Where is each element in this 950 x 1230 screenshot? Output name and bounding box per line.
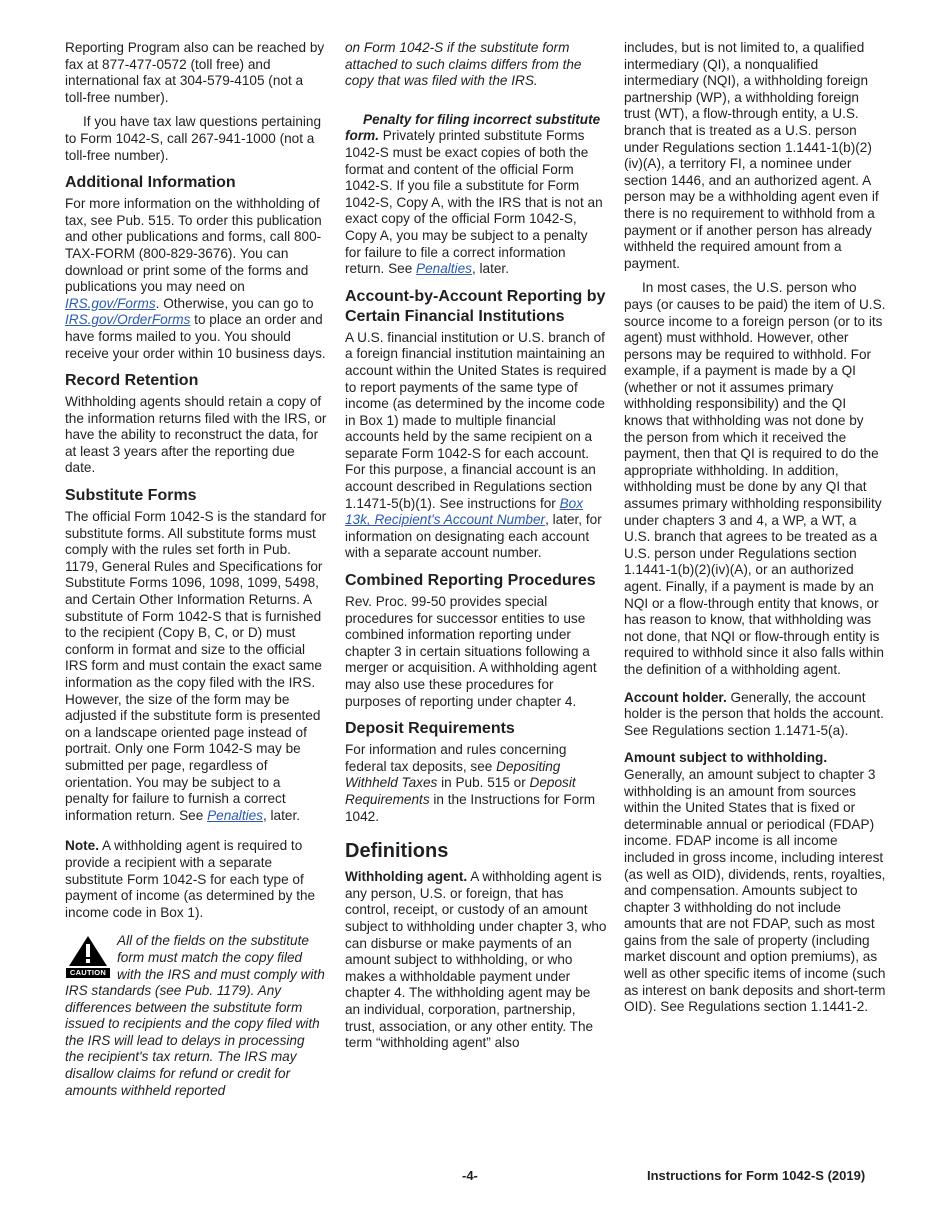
amount-subject-label: Amount subject to withholding.: [624, 750, 828, 766]
account-reporting-paragraph: A U.S. financial institution or U.S. branch of a foreign financial institution maintaining an account within the United States is required to report payments of the same type of income (as determined by the income code in Box 1) made to multiple financial accounts held by the same recipient on a separate Form 1042-S for each account. For this purpose, a financial account is an account described in Regulations section 1.1471-5(b)(1). See instructions for Box 13k, Recipient's Account Number, later, for information on designating each account with a separate account number.: [345, 329, 607, 561]
heading-deposit-requirements: Deposit Requirements: [345, 720, 515, 738]
account-holder-label: Account holder.: [624, 689, 727, 705]
warning-triangle-icon: [68, 935, 108, 967]
most-cases-paragraph: In most cases, the U.S. person who pays (or causes to be paid) the item of U.S. source income to a foreign person (or to its agent) must withhold. However, other persons may be required to withhold. For example, if a payment is made by a QI (whether or not it assumes primary withholding responsibility) and the QI knows that withholding was not done by the person from which it received the payment, then that QI is required to do the appropriate withholding. In addition, withholding must be done by any QI that assumes primary withholding responsibility under chapters 3 and 4, a WP, a WT, a U.S. branch that agrees to be treated as a U.S. person under Regulations section 1.1441-1(b)(2)(iv)(A), or an authorized agent. Finally, if a payment is made by an NQI or a flow-through entity that knows, or has reason to know, that withholding was not done, that NQI or flow-through entity is required to withhold since it also falls within the definition of a withholding agent.: [624, 280, 886, 677]
withholding-agent-continued: includes, but is not limited to, a qualified intermediary (QI), a nonqualified intermediary (NQI), a withholding foreign partnership (WP), a withholding foreign trust (WT), a flow-through entity, a U.S. branch that is treated as a U.S. person under Regulations section 1.1441-1(b)(2)(iv)(A), a territory FI, a nominee under section 1446, and an authorized agent. A person may be a withholding agent even if there is no requirement to withhold from a payment or if another person has already withheld the required amount from a payment.: [624, 40, 879, 271]
heading-account-reporting: Account-by-Account Reporting by Certain Financial Institutions: [345, 287, 606, 325]
caution-icon: [65, 935, 111, 979]
heading-definitions: Definitions: [345, 840, 449, 863]
amount-subject-paragraph: Generally, an amount subject to chapter 3 withholding is an amount from sources within the United States that is fixed or determinable annual or periodical (FDAP) income. FDAP income is all income included in gross income, including interest (as well as OID), dividends, rents, royalties, and compensation. Amounts subject to chapter 3 withholding do not include amounts that are not FDAP, such as most gains from the sale of property (including market discount and option premiums), as well as other specific items of income (such as interest on bank deposits and short-term OID). See Regulations section 1.1441-2.: [624, 766, 886, 1015]
caution-block: [65, 933, 327, 1099]
irs-forms-link[interactable]: IRS.gov/Forms: [65, 295, 156, 311]
fax-paragraph: Reporting Program also can be reached by fax at 877-477-0572 (toll free) and international fax at 304-579-4105 (not a toll-free number).: [65, 40, 325, 105]
deposit-requirements-paragraph: For information and rules concerning federal tax deposits, see Depositing Withheld Taxes in Pub. 515 or Deposit Requirements in the Instructions for Form 1042.: [345, 742, 596, 824]
combined-reporting-paragraph: Rev. Proc. 99-50 provides special procedures for successor entities to use combined information reporting under chapter 3 in certain situations following a merger or acquisition. A withholding agent may also use these procedures for purposes of reporting under chapter 4.: [345, 594, 597, 709]
caution-label: CAUTION: [66, 968, 110, 978]
tax-questions-paragraph: If you have tax law questions pertaining to Form 1042-S, call 267-941-1000 (not a toll-free number).: [65, 114, 322, 163]
heading-combined-reporting: Combined Reporting Procedures: [345, 572, 596, 590]
penalty-paragraph: Penalty for filing incorrect substitute form. Privately printed substitute Forms 1042-S must be exact copies of both the format and content of the official Form 1042-S. If you file a substitute for Form 1042-S, Copy A, with the IRS that is not an exact copy of the official Form 1042-S, Copy A, you may be subject to a penalty for failure to file a correct information return. See Penalties, later.: [345, 111, 603, 277]
irs-orderforms-link[interactable]: IRS.gov/OrderForms: [65, 312, 191, 328]
caution-text: All of the fields on the substitute form must match the copy filed with the IRS and must comply with IRS standards (see Pub. 1179). Any differences between the substitute form issued to recipients and the copy filed with the IRS will lead to delays in processing the recipient's tax return. The IRS may disallow claims for refund or credit for amounts withheld reported: [65, 933, 325, 1098]
additional-information-paragraph: For more information on the withholding of tax, see Pub. 515. To order this publication and other publications and forms, call 800-TAX-FORM (800-829-3676). You can download or print some of the forms and publications you may need on IRS.gov/Forms. Otherwise, you can go to IRS.gov/OrderForms to place an order and have forms mailed to you. You should receive your order within 10 business days.: [65, 196, 326, 361]
box-13k-link[interactable]: Box 13k, Recipient's Account Number: [345, 495, 584, 528]
note-paragraph: Note. A withholding agent is required to provide a recipient with a separate substitute Form 1042-S for each type of payment of income (as determined by the income code in Box 1).: [65, 838, 316, 920]
record-retention-paragraph: Withholding agents should retain a copy of the information returns filed with the IRS, or have the ability to reconstruct the data, for at least 3 years after the reporting due date.: [65, 394, 327, 476]
note-label: Note.: [65, 838, 99, 854]
heading-record-retention: Record Retention: [65, 372, 199, 390]
substitute-forms-paragraph: The official Form 1042-S is the standard for substitute forms. All substitute forms must comply with the rules set forth in Pub. 1179, General Rules and Specifications for Substitute Forms 1096, 1098, 1099, 5498, and Certain Other Information Returns. A substitute of Form 1042-S that is furnished to the recipient (Copy B, C, or D) must conform in format and size to the official IRS form and must contain the exact same information as the copy filed with the IRS. However, the size of the form may be adjusted if the substitute form is presented on a landscape oriented page instead of portrait. Only one Form 1042-S may be submitted per page, regardless of orientation. You may be subject to a penalty for failure to furnish a correct information return. See Penalties, later.: [65, 509, 327, 823]
heading-additional-information: Additional Information: [65, 174, 236, 192]
column-2: [345, 40, 607, 1052]
penalties-link-2[interactable]: Penalties: [416, 261, 472, 277]
column-3: [624, 40, 886, 1016]
footer-title: Instructions for Form 1042-S (2019): [647, 1168, 866, 1183]
heading-substitute-forms: Substitute Forms: [65, 487, 197, 505]
withholding-agent-label: Withholding agent.: [345, 869, 468, 885]
withholding-agent-paragraph: Withholding agent. A withholding agent is any person, U.S. or foreign, that has control, receipt, or custody of an amount subject to withholding under chapter 3, who can disburse or make payments of an amount subject to withholding, or who makes a withholdable payment under chapter 4. The withholding agent may be an individual, corporation, partnership, trust, association, or any other entity. The term “withholding agent” also: [345, 869, 607, 1051]
column-1: [65, 40, 327, 1099]
penalty-label: Penalty for filing incorrect substitute form.: [345, 111, 601, 144]
penalties-link[interactable]: Penalties: [207, 807, 263, 823]
page-number: -4-: [462, 1168, 478, 1183]
account-holder-paragraph: Account holder. Generally, the account holder is the person that holds the account. See Regulations section 1.1471-5(a).: [624, 689, 884, 738]
amount-subject-label-line: [624, 750, 886, 767]
caution-continued: on Form 1042-S if the substitute form attached to such claims differs from the copy that was filed with the IRS.: [345, 40, 582, 89]
